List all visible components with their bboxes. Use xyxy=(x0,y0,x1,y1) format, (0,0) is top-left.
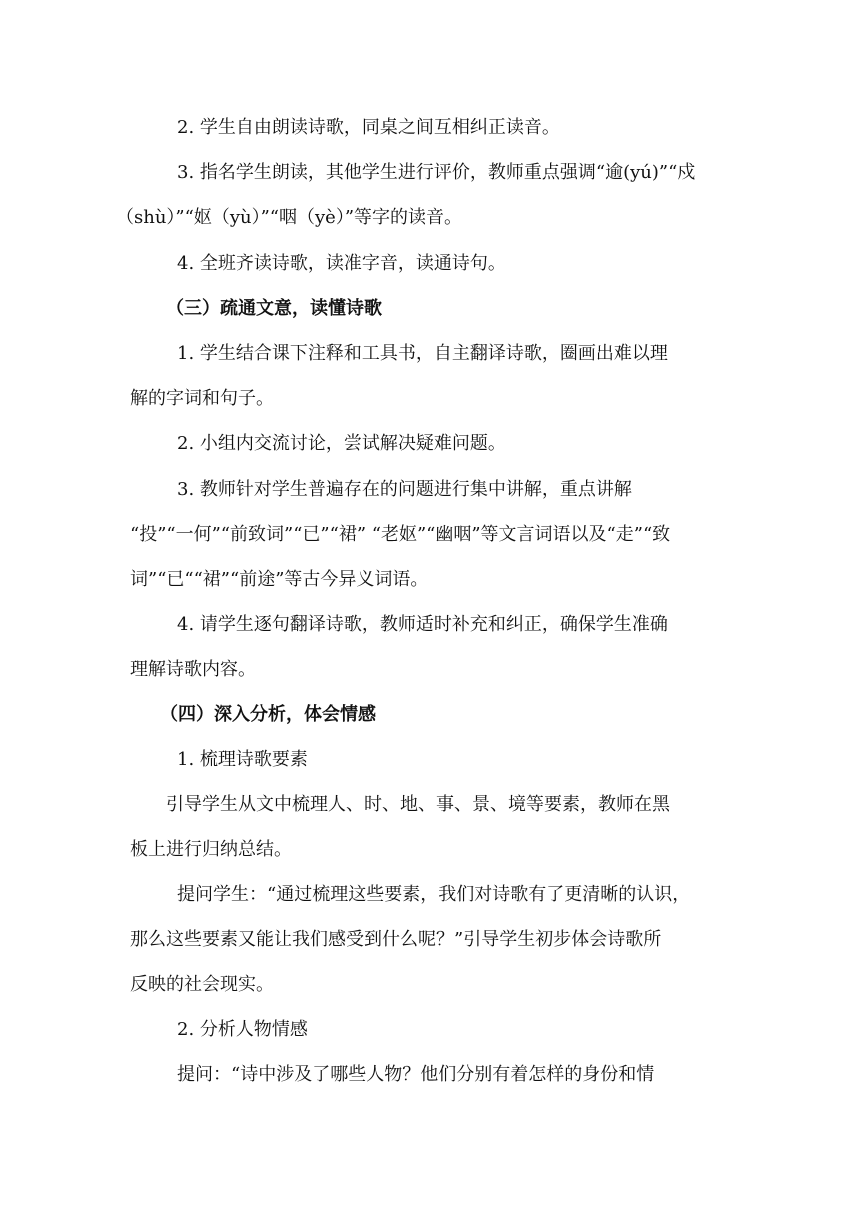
paragraph-line: 2. 学生自由朗读诗歌，同桌之间互相纠正读音。 xyxy=(177,117,560,138)
paragraph-line: 解的字词和句子。 xyxy=(130,388,274,409)
paragraph-line: 3. 指名学生朗读，其他学生进行评价，教师重点强调“逾(yú)”“戍 xyxy=(177,162,696,183)
paragraph-line: 提问学生：“通过梳理这些要素，我们对诗歌有了更清晰的认识， xyxy=(177,884,691,905)
paragraph-line: “投”“一何”“前致词”“已”“裙” “老妪”“幽咽”等文言词语以及“走”“致 xyxy=(130,524,671,545)
paragraph-line: 3. 教师针对学生普遍存在的问题进行集中讲解，重点讲解 xyxy=(177,479,632,500)
paragraph-line: （shù）”“妪（yù）”“咽（yè）”等字的读音。 xyxy=(116,207,463,228)
paragraph-line: 4. 请学生逐句翻译诗歌，教师适时补充和纠正，确保学生准确 xyxy=(177,614,668,635)
paragraph-line: 4. 全班齐读诗歌，读准字音，读通诗句。 xyxy=(177,253,506,274)
paragraph-line: 理解诗歌内容。 xyxy=(130,659,256,680)
paragraph-line: 那么这些要素又能让我们感受到什么呢？”引导学生初步体会诗歌所 xyxy=(130,929,662,950)
paragraph-line: 1. 梳理诗歌要素 xyxy=(177,749,308,770)
paragraph-line: 词”“已““裙”“前途”等古今异义词语。 xyxy=(130,569,429,590)
paragraph-line: 2. 小组内交流讨论，尝试解决疑难问题。 xyxy=(177,433,506,454)
section-heading: （四）深入分析，体会情感 xyxy=(160,704,376,725)
paragraph-line: 2. 分析人物情感 xyxy=(177,1019,308,1040)
paragraph-line: 板上进行归纳总结。 xyxy=(130,839,292,860)
paragraph-line: 反映的社会现实。 xyxy=(130,974,274,995)
paragraph-line: 1. 学生结合课下注释和工具书，自主翻译诗歌，圈画出难以理 xyxy=(177,343,668,364)
paragraph-line: 提问：“诗中涉及了哪些人物？他们分别有着怎样的身份和情 xyxy=(177,1064,655,1085)
paragraph-line: 引导学生从文中梳理人、时、地、事、景、境等要素，教师在黑 xyxy=(166,794,670,815)
section-heading: （三）疏通文意，读懂诗歌 xyxy=(166,298,382,319)
